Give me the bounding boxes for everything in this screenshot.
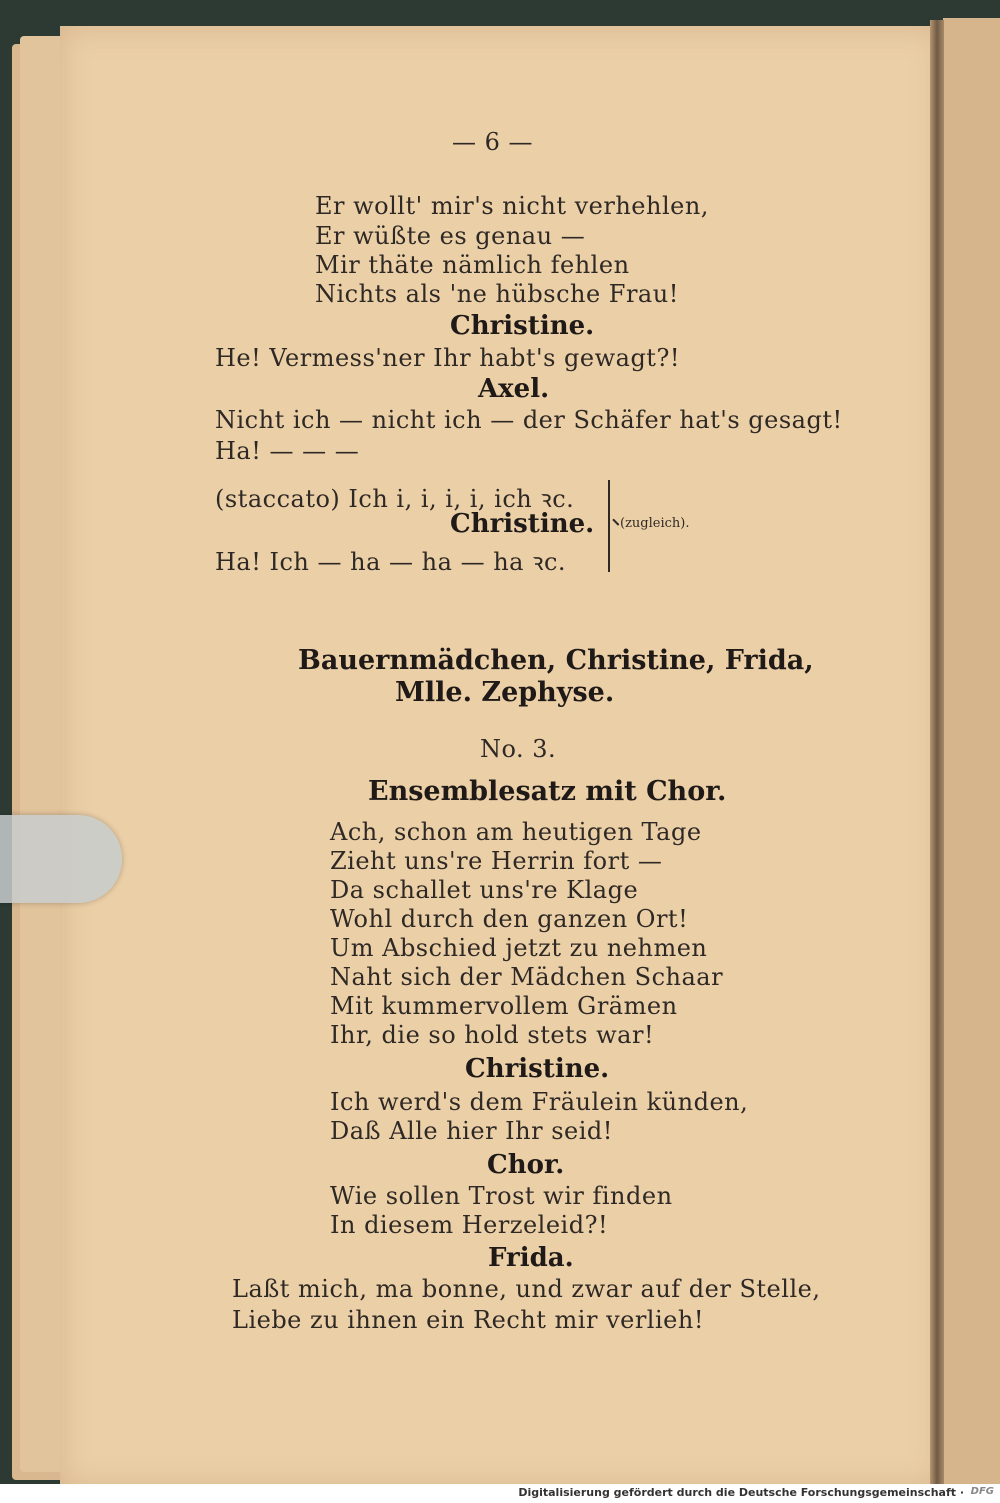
- dialogue-line: (staccato) Ich i, i, i, i, ich ꝛc.: [215, 485, 575, 513]
- verse-line: Er wüßte es genau —: [315, 222, 586, 250]
- speaker-name: Christine.: [450, 509, 595, 539]
- dialogue-line: He! Vermess'ner Ihr habt's gewagt?!: [215, 344, 680, 372]
- verse-line: Ach, schon am heutigen Tage: [330, 818, 702, 846]
- verse-line: Ich werd's dem Fräulein künden,: [330, 1088, 749, 1116]
- speaker-name: Christine.: [465, 1054, 610, 1084]
- speaker-name: Christine.: [450, 311, 595, 341]
- verse-line: Naht sich der Mädchen Schaar: [330, 963, 724, 991]
- scene-heading: Bauernmädchen, Christine, Frida,: [298, 645, 814, 676]
- verse-line: Ihr, die so hold stets war!: [330, 1021, 655, 1049]
- verse-line: Da schallet uns're Klage: [330, 876, 639, 904]
- footer-credit: Digitalisierung gefördert durch die Deutsche Forschungsgemeinschaft ·: [518, 1486, 964, 1499]
- dialogue-line: Ha! Ich — ha — ha — ha ꝛc.: [215, 548, 567, 576]
- page-clip-tab: [0, 815, 122, 903]
- scene-heading: Mlle. Zephyse.: [395, 677, 615, 708]
- verse-line: Mit kummervollem Grämen: [330, 992, 678, 1020]
- verse-line: In diesem Herzeleid?!: [330, 1211, 609, 1239]
- verse-line: Um Abschied jetzt zu nehmen: [330, 934, 708, 962]
- verse-line: Zieht uns're Herrin fort —: [330, 847, 663, 875]
- verse-line: Liebe zu ihnen ein Recht mir verlieh!: [232, 1306, 704, 1334]
- verse-line: Nichts als 'ne hübsche Frau!: [315, 280, 679, 308]
- book-gutter: [930, 20, 944, 1486]
- right-page-edge: [943, 18, 1000, 1484]
- brace-bracket: [598, 480, 610, 572]
- dialogue-line: Ha! — — —: [215, 437, 360, 465]
- aside-note: (zugleich).: [620, 516, 690, 531]
- verse-line: Wie sollen Trost wir finden: [330, 1182, 673, 1210]
- dfg-logo: DFG: [970, 1486, 994, 1497]
- page-number: — 6 —: [452, 128, 534, 156]
- verse-line: Laßt mich, ma bonne, und zwar auf der Stelle,: [232, 1275, 821, 1303]
- verse-line: Er wollt' mir's nicht verhehlen,: [315, 192, 709, 220]
- speaker-name: Frida.: [488, 1243, 574, 1273]
- verse-line: Mir thäte nämlich fehlen: [315, 251, 630, 279]
- speaker-name: Chor.: [487, 1150, 565, 1180]
- number-label: No. 3.: [480, 735, 557, 763]
- verse-line: Daß Alle hier Ihr seid!: [330, 1117, 613, 1145]
- verse-line: Wohl durch den ganzen Ort!: [330, 905, 689, 933]
- speaker-name: Axel.: [478, 374, 550, 404]
- section-title: Ensemblesatz mit Chor.: [368, 776, 727, 807]
- dialogue-line: Nicht ich — nicht ich — der Schäfer hat's gesagt!: [215, 406, 843, 434]
